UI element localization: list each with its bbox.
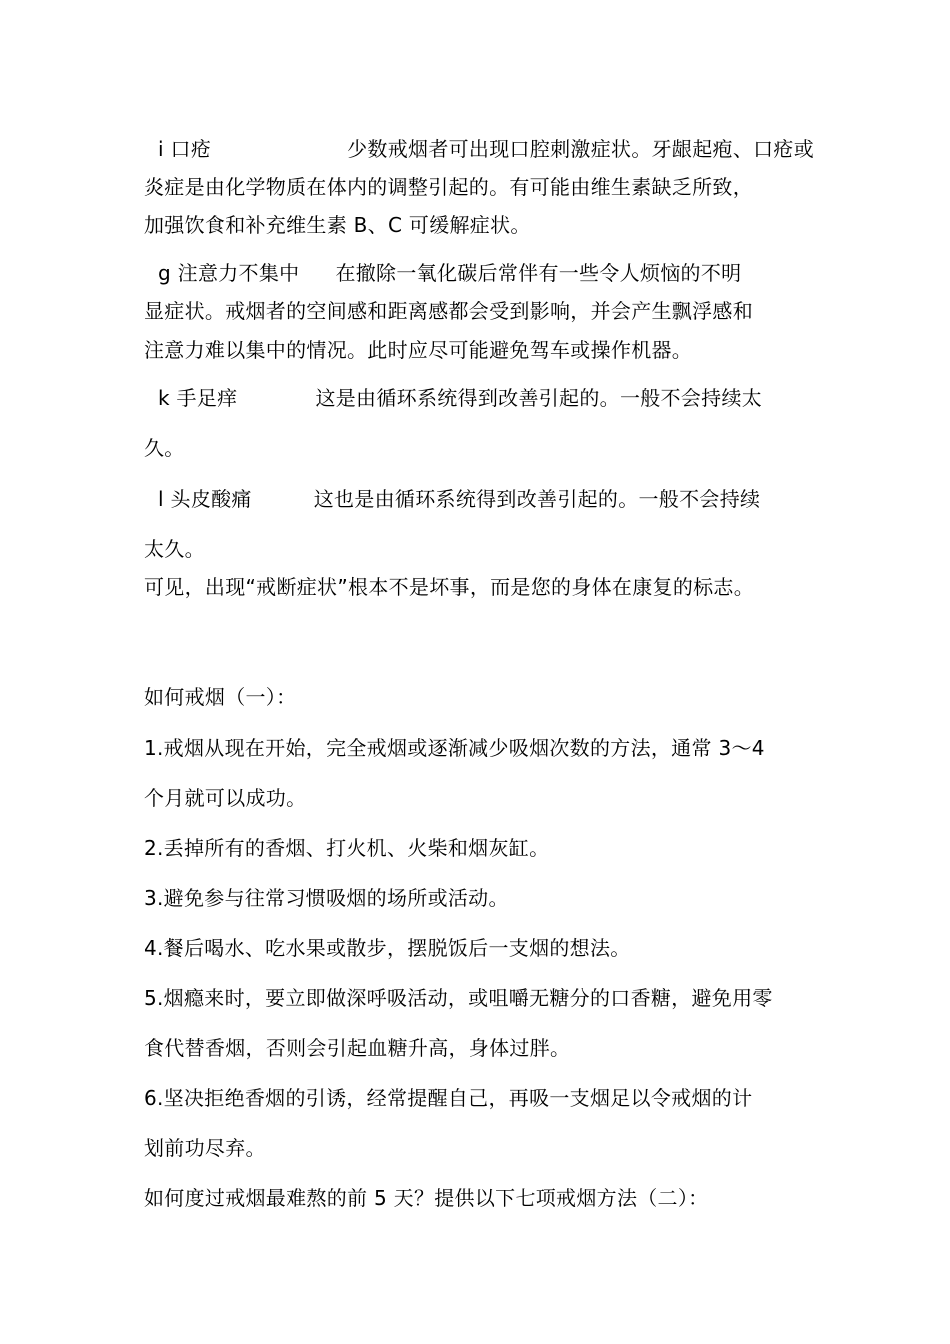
symptom-g-text-2: 显症状。戒烟者的空间感和距离感都会受到影响，并会产生飘浮感和 bbox=[144, 299, 753, 323]
section1-item-6-line-1: 6.坚决拒绝香烟的引诱，经常提醒自己，再吸一支烟足以令戒烟的计 bbox=[144, 1086, 753, 1110]
symptom-l-text-1: 这也是由循环系统得到改善引起的。一般不会持续 bbox=[313, 487, 761, 511]
section2-heading: 如何度过戒烟最难熬的前 5 天？提供以下七项戒烟方法（二）： bbox=[144, 1186, 709, 1210]
symptom-k-line-1 bbox=[144, 385, 762, 411]
section1-item-1-line-2: 个月就可以成功。 bbox=[144, 786, 307, 810]
section1-item-5-line-1: 5.烟瘾来时，要立即做深呼吸活动，或咀嚼无糖分的口香糖，避免用零 bbox=[144, 986, 773, 1010]
section1-item-2: 2.丢掉所有的香烟、打火机、火柴和烟灰缸。 bbox=[144, 836, 550, 860]
symptom-g-text-3: 注意力难以集中的情况。此时应尽可能避免驾车或操作机器。 bbox=[144, 338, 693, 362]
section1-item-4: 4.餐后喝水、吃水果或散步，摆脱饭后一支烟的想法。 bbox=[144, 936, 631, 960]
symptom-l-label: l 头皮酸痛 bbox=[158, 487, 252, 511]
symptom-l-text-2: 太久。 bbox=[144, 537, 205, 561]
symptom-k-text-2: 久。 bbox=[144, 436, 185, 460]
symptom-i-line-1 bbox=[144, 136, 814, 162]
section1-item-5-line-2: 食代替香烟，否则会引起血糖升高，身体过胖。 bbox=[144, 1036, 571, 1060]
symptoms-conclusion: 可见，出现“戒断症状”根本不是坏事，而是您的身体在康复的标志。 bbox=[144, 575, 755, 599]
symptom-l-line-1 bbox=[144, 486, 760, 512]
symptom-g-label: g 注意力不集中 bbox=[158, 261, 300, 285]
section1-heading: 如何戒烟（一）： bbox=[144, 685, 297, 709]
symptom-i-label: i 口疮 bbox=[158, 137, 212, 161]
symptom-k-label: k 手足痒 bbox=[158, 386, 238, 410]
symptom-i-text-3: 加强饮食和补充维生素 B、C 可缓解症状。 bbox=[144, 213, 531, 237]
section1-item-1-line-1: 1.戒烟从现在开始，完全戒烟或逐渐减少吸烟次数的方法，通常 3～4 bbox=[144, 736, 765, 760]
section1-item-3: 3.避免参与往常习惯吸烟的场所或活动。 bbox=[144, 886, 509, 910]
symptom-k-text-1: 这是由循环系统得到改善引起的。一般不会持续太 bbox=[315, 386, 763, 410]
section1-item-6-line-2: 划前功尽弃。 bbox=[144, 1136, 266, 1160]
symptom-i-text-2: 炎症是由化学物质在体内的调整引起的。有可能由维生素缺乏所致， bbox=[144, 175, 753, 199]
symptom-g-text-1: 在撤除一氧化碳后常伴有一些令人烦恼的不明 bbox=[335, 261, 742, 285]
symptom-g-line-1 bbox=[144, 260, 741, 286]
symptom-i-text-1: 少数戒烟者可出现口腔刺激症状。牙龈起疱、口疮或 bbox=[347, 137, 815, 161]
